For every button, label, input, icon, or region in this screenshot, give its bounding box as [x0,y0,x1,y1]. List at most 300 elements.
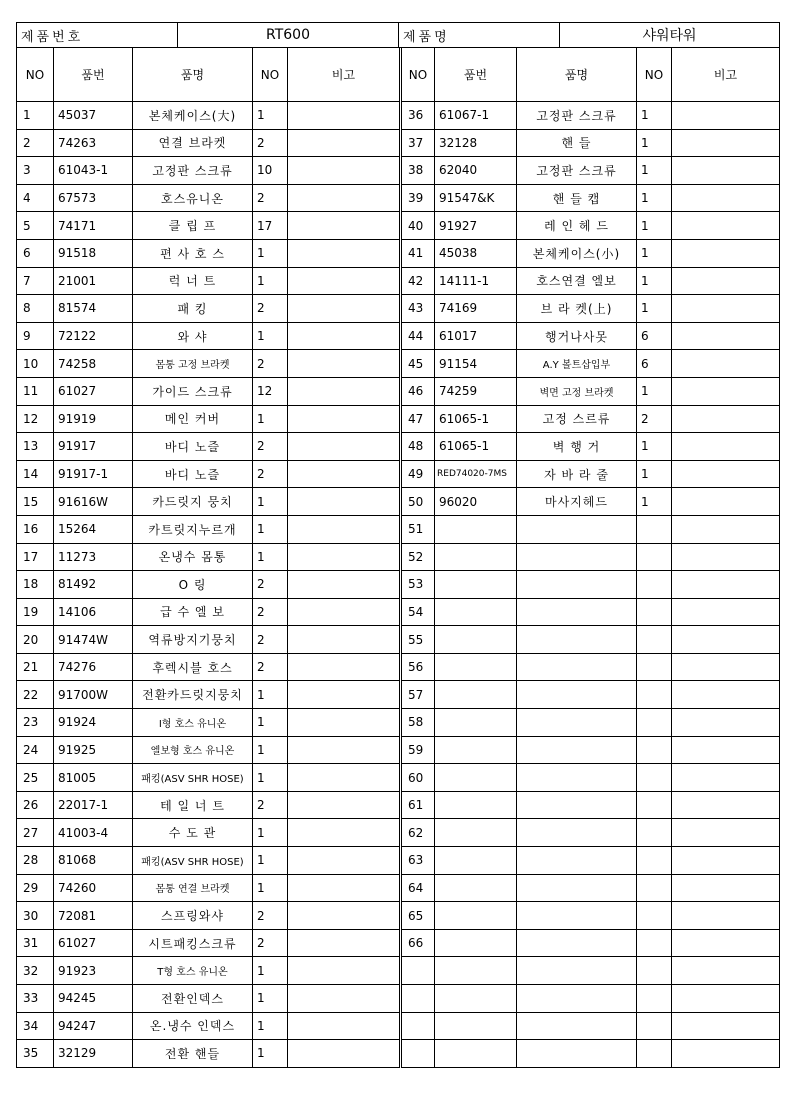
part-no-cell: 8 [17,295,54,323]
remarks-cell [288,929,400,957]
table-row [17,681,400,709]
remarks-cell [672,571,780,599]
part-no-cell: 15 [17,488,54,516]
part-number-cell: 45038 [435,239,517,267]
part-name-cell: 행거나사못 [517,322,637,350]
quantity-cell [637,736,672,764]
part-no-cell: 20 [17,626,54,654]
part-no-cell: 49 [402,460,435,488]
remarks-cell [288,957,400,985]
part-name-cell: 몸통 연결 브라켓 [133,874,253,902]
quantity-cell: 2 [253,626,288,654]
table-row [402,1040,780,1068]
remarks-cell [672,515,780,543]
part-name-cell: 마사지헤드 [517,488,637,516]
part-no-cell: 4 [17,184,54,212]
part-no-cell: 64 [402,874,435,902]
part-no-cell: 50 [402,488,435,516]
part-number-cell: 91616W [54,488,133,516]
quantity-cell: 1 [253,102,288,130]
table-row [402,709,780,737]
table-row [402,543,780,571]
part-number-cell [435,1040,517,1068]
remarks-cell [288,571,400,599]
table-row [17,957,400,985]
quantity-cell: 10 [253,157,288,185]
part-number-cell: 22017-1 [54,791,133,819]
table-row [402,598,780,626]
part-name-cell: 핸 들 [517,129,637,157]
table-row [402,433,780,461]
table-row [402,129,780,157]
table-row [17,598,400,626]
quantity-cell: 1 [253,709,288,737]
remarks-cell [672,102,780,130]
remarks-cell [672,874,780,902]
remarks-cell [672,488,780,516]
quantity-cell [637,791,672,819]
table-row [17,515,400,543]
quantity-cell: 6 [637,322,672,350]
part-number-cell: 91919 [54,405,133,433]
remarks-cell [672,957,780,985]
part-number-cell: 15264 [54,515,133,543]
part-no-cell: 63 [402,847,435,875]
quantity-cell: 1 [253,515,288,543]
part-number-cell: 91518 [54,239,133,267]
part-number-cell [435,543,517,571]
part-no-cell: 46 [402,377,435,405]
part-no-cell: 17 [17,543,54,571]
table-row [402,571,780,599]
table-row [17,129,400,157]
col-qty-header: NO [637,48,672,102]
quantity-cell: 2 [637,405,672,433]
part-number-cell: RED74020-7MS [435,460,517,488]
quantity-cell: 1 [253,239,288,267]
part-number-cell: 81005 [54,764,133,792]
part-no-cell: 14 [17,460,54,488]
table-row [17,764,400,792]
remarks-cell [672,184,780,212]
remarks-cell [672,626,780,654]
quantity-cell: 1 [253,847,288,875]
part-number-cell [435,957,517,985]
remarks-cell [288,295,400,323]
part-no-cell: 43 [402,295,435,323]
remarks-cell [672,681,780,709]
part-number-cell: 72122 [54,322,133,350]
remarks-cell [288,598,400,626]
quantity-cell: 2 [253,902,288,930]
table-row [402,626,780,654]
part-name-cell [517,681,637,709]
part-name-cell: 급 수 엘 보 [133,598,253,626]
part-name-cell: 본체케이스(大) [133,102,253,130]
part-number-cell [435,598,517,626]
part-name-cell: 온냉수 몸통 [133,543,253,571]
remarks-cell [288,405,400,433]
table-row [17,102,400,130]
quantity-cell: 2 [253,350,288,378]
part-no-cell: 10 [17,350,54,378]
table-row [402,322,780,350]
part-name-cell [517,929,637,957]
table-row [17,239,400,267]
quantity-cell: 1 [253,405,288,433]
remarks-cell [672,929,780,957]
part-name-cell: 럭 너 트 [133,267,253,295]
quantity-cell: 2 [253,653,288,681]
part-number-cell [435,736,517,764]
part-name-cell [517,736,637,764]
part-no-cell: 65 [402,902,435,930]
remarks-cell [672,598,780,626]
remarks-cell [288,377,400,405]
remarks-cell [288,764,400,792]
part-name-cell [517,874,637,902]
part-no-cell [402,985,435,1013]
part-no-cell: 61 [402,791,435,819]
remarks-cell [672,791,780,819]
part-number-cell: 91917 [54,433,133,461]
remarks-cell [288,267,400,295]
part-no-cell: 60 [402,764,435,792]
table-row [402,985,780,1013]
part-no-cell: 23 [17,709,54,737]
col-part-number-header: 품번 [54,48,133,102]
part-number-cell: 91547&K [435,184,517,212]
part-number-cell: 91925 [54,736,133,764]
part-name-cell: 전환인덱스 [133,985,253,1013]
quantity-cell [637,764,672,792]
part-name-cell [517,515,637,543]
part-name-cell: 후렉시블 호스 [133,653,253,681]
remarks-cell [672,1012,780,1040]
table-row [402,847,780,875]
quantity-cell: 2 [253,791,288,819]
quantity-cell: 1 [637,212,672,240]
product-number-value: RT600 [178,23,399,48]
part-name-cell: 시트패킹스크류 [133,929,253,957]
table-row [17,184,400,212]
part-name-cell: 바디 노즐 [133,460,253,488]
part-number-cell: 61027 [54,929,133,957]
table-row [402,267,780,295]
part-number-cell: 11273 [54,543,133,571]
part-name-cell [517,1012,637,1040]
remarks-cell [672,267,780,295]
parts-header-row [402,48,780,102]
part-no-cell: 44 [402,322,435,350]
part-no-cell: 45 [402,350,435,378]
part-number-cell: 45037 [54,102,133,130]
part-no-cell: 51 [402,515,435,543]
part-number-cell: 94245 [54,985,133,1013]
remarks-cell [288,488,400,516]
table-row [17,929,400,957]
part-number-cell: 91700W [54,681,133,709]
part-name-cell: 고정 스르류 [517,405,637,433]
col-remarks-header: 비고 [672,48,780,102]
quantity-cell: 17 [253,212,288,240]
part-no-cell: 57 [402,681,435,709]
part-number-cell [435,929,517,957]
part-number-cell: 94247 [54,1012,133,1040]
col-qty-header: NO [253,48,288,102]
quantity-cell: 2 [253,460,288,488]
table-row [17,322,400,350]
remarks-cell [288,847,400,875]
part-number-cell: 74260 [54,874,133,902]
part-no-cell: 37 [402,129,435,157]
remarks-cell [672,460,780,488]
quantity-cell [637,598,672,626]
remarks-cell [288,736,400,764]
quantity-cell: 1 [253,681,288,709]
remarks-cell [672,322,780,350]
part-no-cell: 41 [402,239,435,267]
part-no-cell: 2 [17,129,54,157]
part-name-cell: 연결 브라켓 [133,129,253,157]
part-no-cell: 31 [17,929,54,957]
col-no-header: NO [402,48,435,102]
quantity-cell: 1 [637,460,672,488]
remarks-cell [672,405,780,433]
table-row [17,1040,400,1068]
table-row [17,902,400,930]
quantity-cell: 1 [253,985,288,1013]
table-row [17,543,400,571]
part-number-cell [435,874,517,902]
part-number-cell: 61027 [54,377,133,405]
part-number-cell: 81492 [54,571,133,599]
part-number-cell: 41003-4 [54,819,133,847]
remarks-cell [288,681,400,709]
part-no-cell: 18 [17,571,54,599]
part-name-cell: 패 킹 [133,295,253,323]
remarks-cell [288,791,400,819]
part-number-cell [435,902,517,930]
part-no-cell: 52 [402,543,435,571]
part-number-cell: 14111-1 [435,267,517,295]
part-no-cell: 7 [17,267,54,295]
part-name-cell [517,1040,637,1068]
remarks-cell [288,322,400,350]
table-row [402,239,780,267]
table-row [402,405,780,433]
quantity-cell [637,653,672,681]
remarks-cell [672,212,780,240]
part-number-cell [435,571,517,599]
part-no-cell: 29 [17,874,54,902]
part-no-cell: 53 [402,571,435,599]
table-row [17,985,400,1013]
part-name-cell: 패킹(ASV SHR HOSE) [133,764,253,792]
part-number-cell: 91924 [54,709,133,737]
part-no-cell: 24 [17,736,54,764]
part-no-cell: 55 [402,626,435,654]
part-number-cell: 74171 [54,212,133,240]
remarks-cell [288,129,400,157]
remarks-cell [288,102,400,130]
part-number-cell: 61065-1 [435,405,517,433]
part-no-cell: 36 [402,102,435,130]
part-number-cell [435,626,517,654]
remarks-cell [672,1040,780,1068]
part-number-cell: 67573 [54,184,133,212]
remarks-cell [288,157,400,185]
part-number-cell [435,847,517,875]
remarks-cell [672,543,780,571]
quantity-cell: 1 [253,1012,288,1040]
table-row [17,709,400,737]
part-name-cell: 테 일 너 트 [133,791,253,819]
table-row [17,571,400,599]
remarks-cell [288,902,400,930]
quantity-cell: 2 [253,184,288,212]
quantity-cell: 1 [637,377,672,405]
product-name-value: 샤워타워 [560,23,780,48]
quantity-cell: 1 [253,1040,288,1068]
quantity-cell: 1 [637,239,672,267]
quantity-cell: 2 [253,433,288,461]
part-name-cell: 레 인 헤 드 [517,212,637,240]
part-no-cell: 42 [402,267,435,295]
part-no-cell: 38 [402,157,435,185]
part-name-cell [517,902,637,930]
part-name-cell: 온.냉수 인덱스 [133,1012,253,1040]
quantity-cell: 1 [637,102,672,130]
part-number-cell: 32128 [435,129,517,157]
part-name-cell: 벽면 고정 브라켓 [517,377,637,405]
remarks-cell [288,819,400,847]
remarks-cell [288,626,400,654]
remarks-cell [672,736,780,764]
part-name-cell [517,985,637,1013]
part-number-cell: 91154 [435,350,517,378]
remarks-cell [288,239,400,267]
product-number-label: 제품번호 [17,23,178,48]
table-row [402,184,780,212]
part-no-cell: 59 [402,736,435,764]
part-name-cell: 역류방지기뭉치 [133,626,253,654]
part-no-cell: 16 [17,515,54,543]
part-number-cell: 21001 [54,267,133,295]
part-name-cell: 전환카드릿지뭉치 [133,681,253,709]
part-no-cell [402,1040,435,1068]
remarks-cell [288,653,400,681]
col-remarks-header: 비고 [288,48,400,102]
table-row [17,267,400,295]
part-number-cell: 14106 [54,598,133,626]
table-row [402,653,780,681]
table-row [402,488,780,516]
table-row [17,433,400,461]
col-part-name-header: 품명 [133,48,253,102]
remarks-cell [672,433,780,461]
quantity-cell: 12 [253,377,288,405]
remarks-cell [288,515,400,543]
quantity-cell: 1 [253,736,288,764]
remarks-cell [288,184,400,212]
quantity-cell: 2 [253,129,288,157]
part-name-cell: 전환 핸들 [133,1040,253,1068]
part-no-cell: 13 [17,433,54,461]
part-number-cell: 61065-1 [435,433,517,461]
part-name-cell: 고정판 스크류 [517,157,637,185]
part-name-cell [517,653,637,681]
part-number-cell: 81068 [54,847,133,875]
remarks-cell [288,1040,400,1068]
part-no-cell: 22 [17,681,54,709]
part-name-cell: 카드릿지 뭉치 [133,488,253,516]
part-no-cell: 30 [17,902,54,930]
part-no-cell: 39 [402,184,435,212]
quantity-cell [637,929,672,957]
quantity-cell: 1 [253,874,288,902]
part-number-cell: 61067-1 [435,102,517,130]
table-row [17,405,400,433]
quantity-cell: 1 [637,295,672,323]
part-no-cell [402,957,435,985]
quantity-cell: 1 [253,322,288,350]
part-number-cell: 61017 [435,322,517,350]
table-row [17,819,400,847]
table-row [17,874,400,902]
quantity-cell [637,626,672,654]
part-name-cell: 바디 노즐 [133,433,253,461]
part-number-cell: 74263 [54,129,133,157]
quantity-cell: 1 [637,157,672,185]
part-no-cell: 28 [17,847,54,875]
part-no-cell: 47 [402,405,435,433]
part-name-cell: 본체케이스(小) [517,239,637,267]
part-name-cell: I형 호스 유니온 [133,709,253,737]
part-number-cell: 91923 [54,957,133,985]
part-no-cell: 5 [17,212,54,240]
quantity-cell: 2 [253,295,288,323]
quantity-cell: 1 [637,129,672,157]
part-number-cell: 72081 [54,902,133,930]
part-number-cell: 91474W [54,626,133,654]
remarks-cell [672,819,780,847]
remarks-cell [672,239,780,267]
quantity-cell [637,902,672,930]
part-name-cell: 브 라 켓(上) [517,295,637,323]
remarks-cell [288,433,400,461]
part-number-cell [435,1012,517,1040]
table-row [402,1012,780,1040]
remarks-cell [672,902,780,930]
product-name-label: 제품명 [399,23,560,48]
part-no-cell: 66 [402,929,435,957]
quantity-cell [637,681,672,709]
part-number-cell [435,653,517,681]
part-no-cell: 11 [17,377,54,405]
part-name-cell [517,709,637,737]
part-no-cell: 56 [402,653,435,681]
table-row [17,1012,400,1040]
remarks-cell [288,460,400,488]
quantity-cell: 1 [253,543,288,571]
quantity-cell [637,515,672,543]
table-row [402,736,780,764]
remarks-cell [672,764,780,792]
product-header-row [17,23,780,48]
part-name-cell: 스프링와샤 [133,902,253,930]
remarks-cell [672,350,780,378]
